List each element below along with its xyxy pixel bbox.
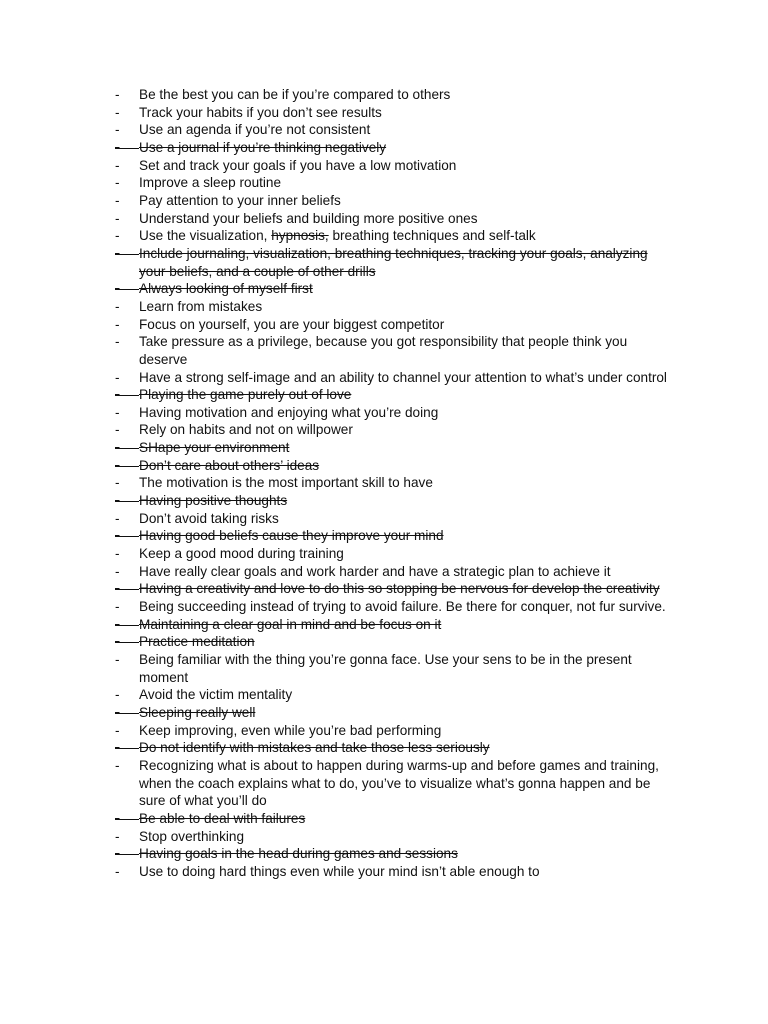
text-segment: Be able to deal with failures [139,810,306,826]
struck-text-segment: hypnosis, [271,228,329,244]
list-item [115,404,675,422]
list-item [115,757,675,810]
list-item [115,863,675,881]
text-segment: Being familiar with the thing you’re gonna face. Use your sens to be in the present moment [139,652,632,685]
text-segment: Don’t avoid taking risks [139,510,279,526]
bullet-dash: - [115,563,120,579]
list-item-text [139,140,386,155]
text-segment: Having goals in the head during games and sessions [139,846,458,862]
list-item-struck [115,633,675,651]
bullet-dash: - [115,846,120,862]
bullet-dash: - [115,652,120,667]
list-item [115,651,675,686]
list-item-text [139,317,444,332]
bullet-dash: - [115,139,120,155]
text-segment: Use a journal if you’re thinking negatively [139,139,387,155]
text-segment: Having motivation and enjoying what you’re doing [139,404,439,420]
bullet-dash: - [115,546,120,562]
list-item-text [139,564,611,579]
list-item-text [139,723,441,738]
list-item [115,157,675,175]
list-item-struck [115,439,675,457]
list-item [115,510,675,528]
text-segment: Having a creativity and love to do this so stopping be nervous for develop the creativity [139,581,660,597]
bullet-dash: - [115,422,120,438]
text-segment: Don’t care about others’ ideas [139,457,320,473]
bullet-dash: - [115,863,120,879]
text-segment: Keep improving, even while you’re bad performing [139,722,442,738]
list-item [115,316,675,334]
list-item-text [139,846,458,861]
bullet-dash: - [115,175,120,191]
bullet-dash: - [115,387,120,403]
list-item [115,86,675,104]
text-segment: Use to doing hard things even while your mind isn’t able enough to [139,863,540,879]
list-item [115,828,675,846]
list-item-text [139,829,244,844]
list-item-struck [115,616,675,634]
list-item [115,227,675,245]
list-item-text [139,705,255,720]
text-segment: Practice meditation [139,634,255,650]
list-item [115,210,675,228]
list-item-text [139,546,344,561]
list-item-text [139,211,478,226]
bullet-dash: - [115,599,120,615]
text-segment: Understand your beliefs and building more positive ones [139,210,478,226]
list-item-struck [115,580,675,598]
text-segment: Pay attention to your inner beliefs [139,192,341,208]
list-item-struck [115,457,675,475]
list-item-text [139,246,648,279]
bullet-dash: - [115,228,120,244]
text-segment: Sleeping really well [139,704,256,720]
bullet-dash: - [115,722,120,738]
text-segment: Use an agenda if you’re not consistent [139,122,371,138]
bullet-dash: - [115,298,120,314]
list-item [115,174,675,192]
list-item [115,563,675,581]
list-item [115,598,675,616]
list-item-text [139,228,536,243]
bullet-dash: - [115,192,120,208]
text-segment: Keep a good mood during training [139,546,344,562]
bullet-dash: - [115,510,120,526]
list-item [115,369,675,387]
bullet-dash: - [115,475,120,491]
text-segment: Do not identify with mistakes and take those less seriously [139,740,490,756]
list-item-text [139,758,659,808]
text-segment: Maintaining a clear goal in mind and be focus on it [139,616,442,632]
bullet-dash: - [115,810,120,826]
list-item-text [139,105,382,120]
bullet-dash: - [115,704,120,720]
list-item-text [139,422,353,437]
list-item [115,104,675,122]
text-segment: Learn from mistakes [139,298,263,314]
list-item-struck [115,386,675,404]
bullet-dash: - [115,634,120,650]
text-segment: Avoid the victim mentality [139,687,293,703]
list-item-text [139,687,292,702]
list-item-struck [115,845,675,863]
list-item-text [139,493,287,508]
bullet-dash: - [115,210,120,226]
list-item-text [139,811,305,826]
bullet-dash: - [115,369,120,385]
list-item [115,722,675,740]
text-segment: Stop overthinking [139,828,245,844]
list-item-text [139,122,370,137]
bullet-dash: - [115,245,120,261]
text-segment: Being succeeding instead of trying to avoid failure. Be there for conquer, not fur survive. [139,599,666,615]
list-item [115,421,675,439]
list-item-text [139,652,632,685]
list-item-struck [115,527,675,545]
list-item-text [139,387,351,402]
list-item-text [139,599,666,614]
bullet-dash: - [115,104,120,120]
list-item-struck [115,810,675,828]
list-item-text [139,511,279,526]
text-segment: Focus on yourself, you are your biggest competitor [139,316,445,332]
text-segment: Playing the game purely out of love [139,387,352,403]
list-item [115,545,675,563]
bullet-dash: - [115,493,120,509]
text-segment: Be the best you can be if you’re compared to others [139,87,451,102]
bullet-dash: - [115,457,120,473]
text-segment: Always looking of myself first [139,281,313,297]
list-item-text [139,299,262,314]
text-segment: Having positive thoughts [139,493,288,509]
list-item-text [139,475,433,490]
list-item-text [139,528,444,543]
bullet-dash: - [115,316,120,332]
bullet-dash: - [115,757,120,773]
bullet-dash: - [115,404,120,420]
list-item-text [139,370,667,385]
list-item-struck [115,139,675,157]
list-item-text [139,175,281,190]
list-item-text [139,740,490,755]
text-segment: breathing techniques and self-talk [328,228,536,244]
bullet-dash: - [115,122,120,138]
bullet-dash: - [115,87,120,102]
list-item-struck [115,280,675,298]
text-segment: Have a strong self-image and an ability to channel your attention to what’s under control [139,369,667,385]
text-segment: Having good beliefs cause they improve your mind [139,528,444,544]
bullet-dash: - [115,740,120,756]
text-segment: Track your habits if you don’t see results [139,104,382,120]
bullet-dash: - [115,157,120,173]
list-item-text [139,405,438,420]
list-item [115,121,675,139]
list-item-text [139,581,660,596]
text-segment: SHape your environment [139,440,290,456]
text-segment: The motivation is the most important skill to have [139,475,433,491]
list-item-struck [115,739,675,757]
list-item-text [139,281,313,296]
bullet-dash: - [115,281,120,297]
list-item [115,298,675,316]
list-item-text [139,87,450,102]
list-item [115,686,675,704]
text-segment: Recognizing what is about to happen during warms-up and before games and training, when the coach explains what to do, you’ve to visualize what’s gonna happen and be sure of what you’ll do [139,757,659,809]
bullet-dash: - [115,616,120,632]
bullet-dash: - [115,440,120,456]
list-item [115,333,675,368]
text-segment: Have really clear goals and work harder and have a strategic plan to achieve it [139,563,611,579]
text-segment: Take pressure as a privilege, because you got responsibility that people think you deserve [139,334,628,367]
list-item [115,192,675,210]
list-item-struck [115,245,675,280]
text-segment: Use the visualization, [139,228,272,244]
bullet-dash: - [115,334,120,350]
bullet-dash: - [115,528,120,544]
list-item-text [139,864,540,879]
list-item-struck [115,492,675,510]
bullet-dash: - [115,828,120,844]
text-segment: Set and track your goals if you have a low motivation [139,157,457,173]
list-item-text [139,617,441,632]
list-item-text [139,440,289,455]
list-item-text [139,634,255,649]
text-segment: Improve a sleep routine [139,175,282,191]
list-item-text [139,458,319,473]
list-item-struck [115,704,675,722]
list-item-text [139,334,627,367]
text-segment: Rely on habits and not on willpower [139,422,353,438]
list-item-text [139,158,456,173]
list-item-text [139,193,341,208]
list-item [115,474,675,492]
bullet-dash: - [115,581,120,597]
bullet-list [115,86,675,881]
text-segment: Include journaling, visualization, breathing techniques, tracking your goals, analyzing your beliefs, and a couple of other drills [139,245,648,279]
bullet-dash: - [115,687,120,703]
